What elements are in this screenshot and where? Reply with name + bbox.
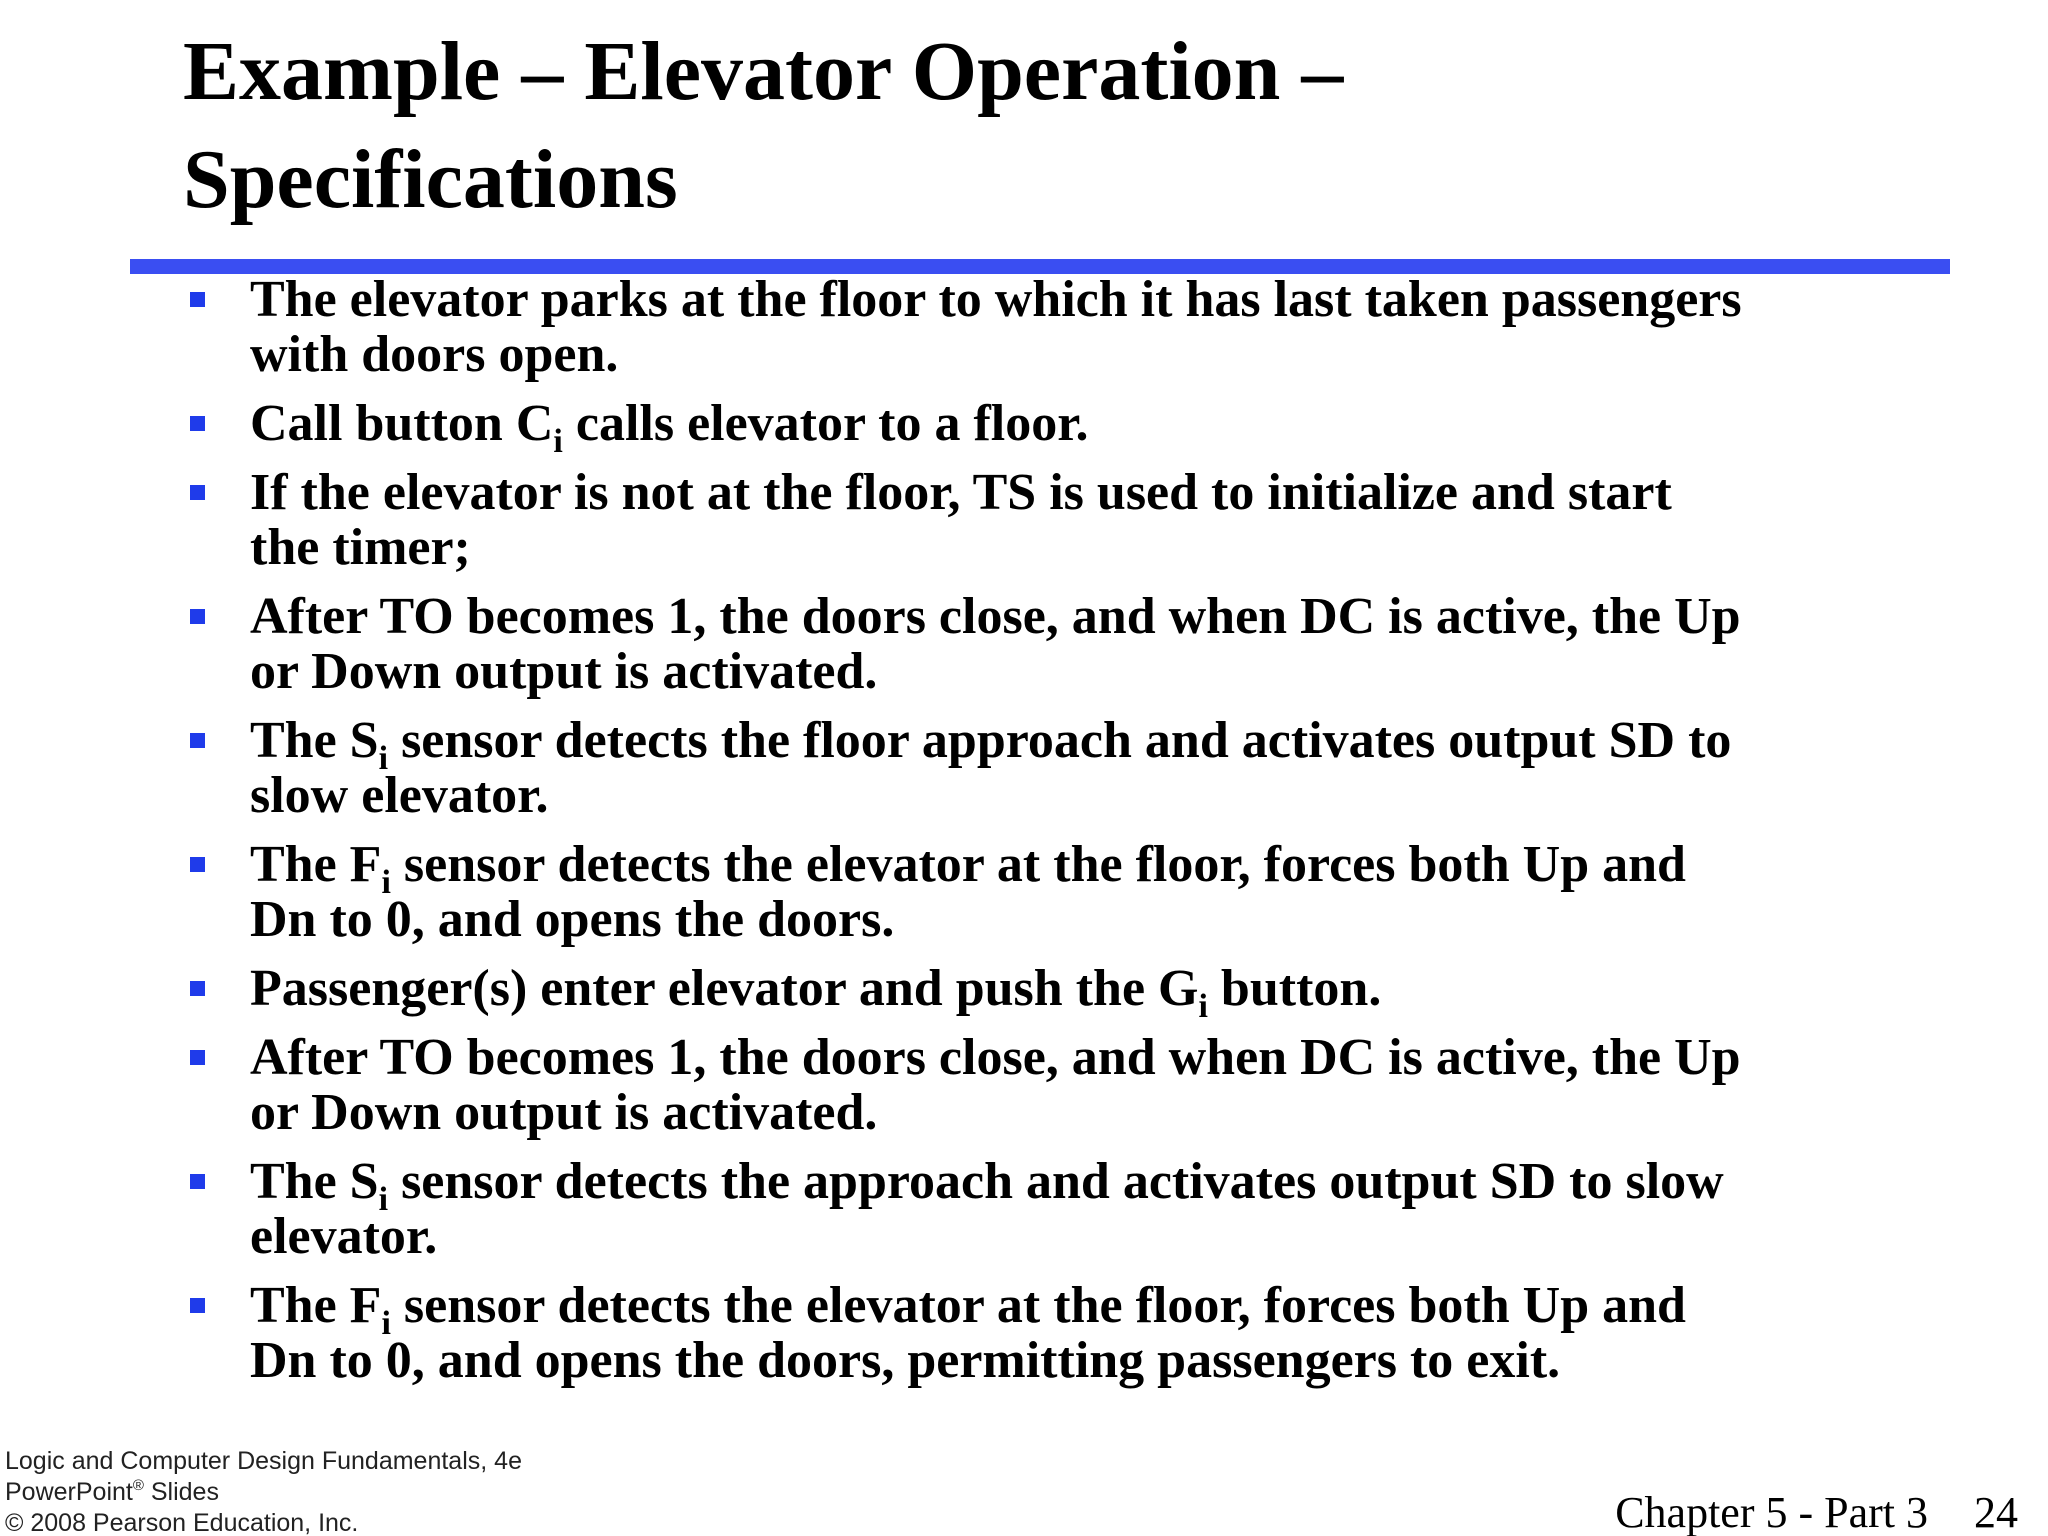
bullet-text: The S <box>250 712 379 769</box>
bullet-text-line: the timer; <box>250 519 471 576</box>
footer-credits <box>5 1446 522 1536</box>
bullet-text-line: If the elevator is not at the floor, TS is used to initialize and start <box>250 464 1672 521</box>
bullet-text-line: After TO becomes 1, the doors close, and when DC is active, the Up <box>250 1029 1741 1086</box>
bullet-text: sensor detects the approach and activates output SD to slow <box>388 1153 1724 1210</box>
footer-chapter: Chapter 5 - Part 3 <box>1615 1488 1928 1536</box>
bullet-text: The F <box>250 836 382 893</box>
footer-book-title: Logic and Computer Design Fundamentals, 4e <box>5 1447 522 1475</box>
bullet-text-line: or Down output is activated. <box>250 1084 878 1141</box>
bullet-text: calls elevator to a floor. <box>562 395 1089 452</box>
bullet-text-line: After TO becomes 1, the doors close, and when DC is active, the Up <box>250 588 1741 645</box>
footer-chapter-info <box>1615 1488 2018 1536</box>
bullet-text-line: with doors open. <box>250 326 619 383</box>
slide-title <box>183 18 1883 234</box>
bullet-item <box>185 589 1925 699</box>
bullet-text: The S <box>250 1153 379 1210</box>
square-bullet-icon <box>190 1050 205 1065</box>
square-bullet-icon <box>190 733 205 748</box>
square-bullet-icon <box>190 981 205 996</box>
bullet-text-line <box>250 1153 1925 1218</box>
bullet-text-line: or Down output is activated. <box>250 643 878 700</box>
slide-title-line-2: Specifications <box>183 133 678 226</box>
subscript: i <box>553 423 563 460</box>
bullet-text: button. <box>1207 960 1382 1017</box>
subscript: i <box>378 1181 389 1218</box>
bullet-item <box>185 272 1925 382</box>
subscript: i <box>381 1305 391 1342</box>
bullet-text: sensor detects the elevator at the floor, forces both Up and <box>390 1277 1686 1334</box>
subscript: i <box>1198 988 1208 1025</box>
bullet-text-line <box>250 395 1925 460</box>
bullet-text-line <box>250 836 1925 901</box>
slide-title-line-1: Example – Elevator Operation – <box>183 25 1344 118</box>
bullet-text: sensor detects the elevator at the floor, forces both Up and <box>390 836 1686 893</box>
bullet-item <box>185 395 1925 460</box>
bullet-item <box>185 465 1925 575</box>
footer-slides-text: Slides <box>143 1478 219 1506</box>
square-bullet-icon <box>190 292 205 307</box>
bullet-text-line: Dn to 0, and opens the doors. <box>250 891 895 948</box>
bullet-text-line <box>250 960 1925 1025</box>
bullet-text-line <box>250 712 1925 777</box>
square-bullet-icon <box>190 1298 205 1313</box>
subscript: i <box>378 740 389 777</box>
bullet-text: The F <box>250 1277 382 1334</box>
bullet-text-line: Dn to 0, and opens the doors, permitting passengers to exit. <box>250 1332 1561 1389</box>
bullet-text-line: The elevator parks at the floor to which it has last taken passengers <box>250 271 1742 328</box>
square-bullet-icon <box>190 609 205 624</box>
bullet-item <box>185 960 1925 1025</box>
bullet-list <box>185 272 1925 1402</box>
bullet-item <box>185 713 1925 823</box>
square-bullet-icon <box>190 1174 205 1189</box>
footer-copyright: © 2008 Pearson Education, Inc. <box>5 1509 359 1536</box>
footer-slides-label <box>5 1477 522 1508</box>
registered-mark: ® <box>132 1477 144 1494</box>
bullet-text: Call button C <box>250 395 554 452</box>
bullet-text: sensor detects the floor approach and activates output SD to <box>388 712 1732 769</box>
bullet-item <box>185 1030 1925 1140</box>
page-number: 24 <box>1974 1488 2018 1536</box>
bullet-item <box>185 837 1925 947</box>
bullet-text-line <box>250 1277 1925 1342</box>
footer-slides-text: PowerPoint <box>5 1478 133 1506</box>
square-bullet-icon <box>190 857 205 872</box>
square-bullet-icon <box>190 485 205 500</box>
bullet-text-line: slow elevator. <box>250 767 549 824</box>
bullet-item <box>185 1278 1925 1388</box>
subscript: i <box>381 864 391 901</box>
bullet-text: Passenger(s) enter elevator and push the G <box>250 960 1199 1017</box>
bullet-item <box>185 1154 1925 1264</box>
square-bullet-icon <box>190 416 205 431</box>
bullet-text-line: elevator. <box>250 1208 438 1265</box>
